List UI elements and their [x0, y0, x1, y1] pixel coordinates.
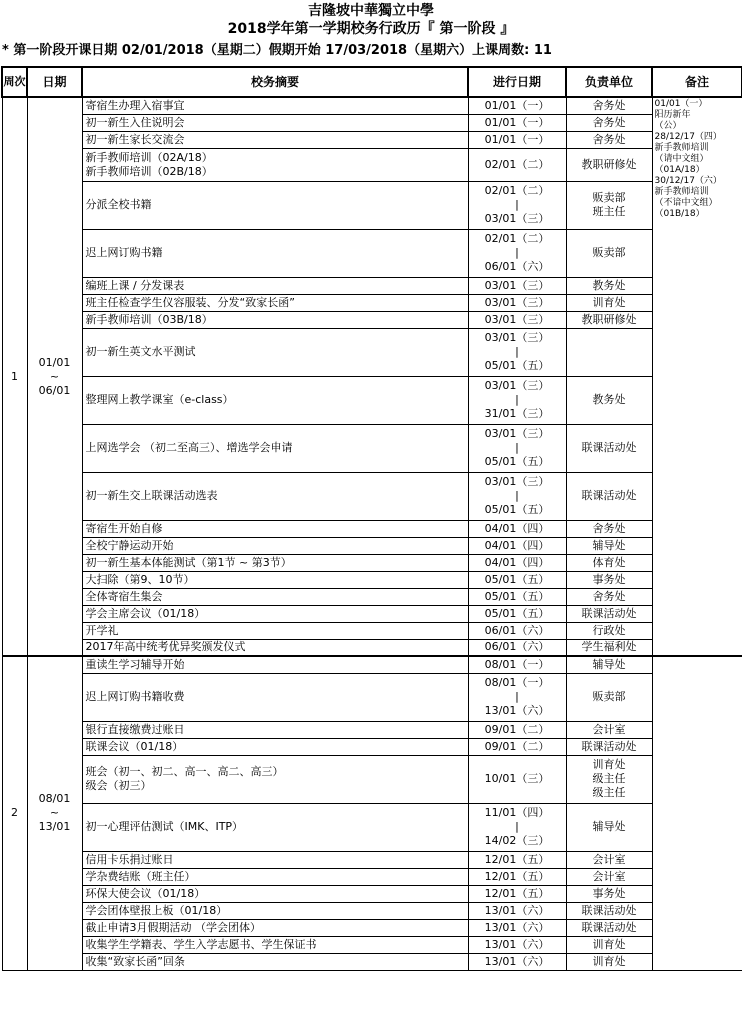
- department-line: 学生福利处: [581, 640, 637, 654]
- event-summary: [82, 114, 468, 131]
- department-line: 训育处: [592, 295, 626, 309]
- event-department: [566, 902, 652, 919]
- department-line: 事务处: [592, 886, 626, 900]
- table-row: [2, 885, 742, 902]
- table-row: [2, 902, 742, 919]
- event-run-date: [468, 953, 566, 970]
- date-line: 06/01: [38, 383, 71, 397]
- event-summary: [82, 520, 468, 537]
- event-run-date: [468, 148, 566, 181]
- department-line: 联课活动处: [581, 920, 637, 934]
- event-run-date: [468, 902, 566, 919]
- event-summary: [82, 738, 468, 755]
- event-summary: [82, 328, 468, 376]
- event-summary: [82, 639, 468, 656]
- run-date-line: 05/01（五）: [484, 589, 550, 603]
- table-row: [2, 294, 742, 311]
- col-header-remark: 备注: [652, 67, 742, 97]
- table-row: [2, 622, 742, 639]
- summary-line: 初一新生入住说明会: [85, 115, 185, 129]
- run-date-line: 05/01（五）: [484, 455, 550, 468]
- summary-line: 初一新生英文水平测试: [85, 345, 196, 358]
- event-summary: [82, 311, 468, 328]
- summary-line: 整理网上教学课室（e-class）: [85, 393, 234, 406]
- table-row: [2, 755, 742, 803]
- table-row: [2, 424, 742, 472]
- table-row: [2, 868, 742, 885]
- remark-line: （公）: [654, 121, 682, 131]
- run-date-line: 01/01（一）: [484, 115, 550, 129]
- run-date-line: 01/01（一）: [484, 98, 550, 112]
- event-summary: [82, 656, 468, 673]
- event-run-date: [468, 885, 566, 902]
- run-date-line: 11/01（四）: [484, 806, 550, 819]
- event-department: [566, 472, 652, 520]
- run-date-line: 08/01（一）: [484, 676, 550, 689]
- event-run-date: [468, 114, 566, 131]
- table-row: [2, 936, 742, 953]
- event-run-date: [468, 738, 566, 755]
- col-header-week: 周次: [2, 67, 27, 97]
- table-row: [2, 114, 742, 131]
- table-row: [2, 131, 742, 148]
- summary-line: 学杂费结账（班主任）: [85, 869, 196, 883]
- remark-line: 阳历新年: [654, 110, 691, 120]
- event-summary: [82, 803, 468, 851]
- table-row: [2, 721, 742, 738]
- summary-line: 初一心理评估测试（IMK、ITP）: [85, 820, 244, 833]
- department-line: 舍务处: [592, 521, 626, 535]
- table-row: [2, 639, 742, 656]
- event-run-date: [468, 328, 566, 376]
- week-date-range: [27, 97, 82, 656]
- table-row: [2, 376, 742, 424]
- event-run-date: [468, 803, 566, 851]
- run-date-line: 05/01（五）: [484, 606, 550, 620]
- week-number: 1: [2, 97, 27, 656]
- summary-line: 新手教师培训（02B/18）: [85, 164, 213, 178]
- event-summary: [82, 376, 468, 424]
- event-run-date: [468, 294, 566, 311]
- department-line: 体育处: [592, 555, 626, 569]
- remark-line: （不谙中文组）: [654, 198, 718, 208]
- event-run-date: [468, 376, 566, 424]
- event-department: [566, 868, 652, 885]
- department-line: 贩卖部: [592, 690, 626, 703]
- run-date-line: 06/01（六）: [484, 623, 550, 637]
- department-line: 会计室: [592, 852, 626, 866]
- run-date-line: 14/02（三）: [484, 834, 550, 847]
- table-row: [2, 311, 742, 328]
- event-department: [566, 229, 652, 277]
- event-department: [566, 738, 652, 755]
- event-department: [566, 755, 652, 803]
- event-summary: [82, 919, 468, 936]
- summary-line: 收集“致家长函”回条: [85, 954, 185, 968]
- table-row: [2, 148, 742, 181]
- event-department: [566, 131, 652, 148]
- department-line: 联课活动处: [581, 489, 637, 502]
- department-line: 舍务处: [592, 115, 626, 129]
- table-row: [2, 229, 742, 277]
- event-department: [566, 537, 652, 554]
- run-date-line: 03/01（三）: [484, 278, 550, 292]
- summary-line: 迟上网订购书籍: [85, 246, 163, 259]
- run-date-line: 03/01（三）: [484, 475, 550, 488]
- event-summary: [82, 277, 468, 294]
- event-run-date: [468, 131, 566, 148]
- col-header-summary: 校务摘要: [82, 67, 468, 97]
- event-department: [566, 294, 652, 311]
- summary-line: 银行直接缴费过账日: [85, 722, 185, 736]
- department-line: 辅导处: [592, 820, 626, 833]
- remark-line: 新手教师培训: [654, 187, 709, 197]
- department-line: 联课活动处: [581, 606, 637, 620]
- calendar-title: 2018学年第一学期校务行政历『 第一阶段 』: [227, 21, 515, 37]
- summary-line: 班主任检查学生仪容服装、分发“致家长函”: [85, 295, 295, 309]
- department-line: 教务处: [592, 278, 626, 292]
- event-summary: [82, 148, 468, 181]
- table-row: [2, 673, 742, 721]
- run-date-line: 08/01（一）: [484, 657, 550, 671]
- summary-line: 编班上课 / 分发课表: [85, 278, 185, 292]
- summary-line: 级会（初三）: [85, 779, 152, 792]
- term-info-line: * 第一阶段开课日期 02/01/2018（星期二）假期开始 17/03/2018（星期六）上课周数: 11: [2, 43, 552, 58]
- summary-line: 初一新生交上联课活动选表: [85, 489, 218, 502]
- event-summary: [82, 755, 468, 803]
- event-run-date: [468, 919, 566, 936]
- run-date-line: |: [515, 345, 519, 358]
- date-line: ~: [49, 369, 60, 383]
- run-date-line: |: [515, 198, 519, 211]
- event-run-date: [468, 622, 566, 639]
- run-date-line: 03/01（三）: [484, 312, 550, 326]
- event-run-date: [468, 229, 566, 277]
- event-department: [566, 936, 652, 953]
- event-run-date: [468, 936, 566, 953]
- run-date-line: 06/01（六）: [484, 640, 550, 654]
- department-line: 训育处: [592, 937, 626, 951]
- summary-line: 开学礼: [85, 623, 119, 637]
- event-department: [566, 97, 652, 114]
- event-department: [566, 424, 652, 472]
- summary-line: 截止申请3月假期活动 （学会团体）: [85, 920, 261, 934]
- run-date-line: 06/01（六）: [484, 260, 550, 273]
- event-run-date: [468, 181, 566, 229]
- remark-line: 新手教师培训: [654, 143, 709, 153]
- summary-line: 学会主席会议（01/18）: [85, 606, 206, 620]
- summary-line: 上网选学会 （初二至高三）、增选学会申请: [85, 441, 293, 454]
- run-date-line: 01/01（一）: [484, 132, 550, 146]
- table-row: [2, 472, 742, 520]
- event-summary: [82, 622, 468, 639]
- col-header-run-date: 进行日期: [468, 67, 566, 97]
- table-row: [2, 181, 742, 229]
- event-summary: [82, 229, 468, 277]
- table-row: [2, 571, 742, 588]
- event-summary: [82, 885, 468, 902]
- event-summary: [82, 851, 468, 868]
- department-line: 级主任: [592, 786, 626, 799]
- summary-line: 全体寄宿生集会: [85, 589, 163, 603]
- event-run-date: [468, 97, 566, 114]
- event-run-date: [468, 277, 566, 294]
- summary-line: 信用卡乐捐过账日: [85, 852, 174, 866]
- event-run-date: [468, 868, 566, 885]
- week-remark: [652, 656, 742, 970]
- run-date-line: 03/01（三）: [484, 331, 550, 344]
- summary-line: 环保大使会议（01/18）: [85, 886, 206, 900]
- week-date-range: [27, 656, 82, 970]
- event-summary: [82, 721, 468, 738]
- table-body: [2, 97, 742, 970]
- table-row: [2, 537, 742, 554]
- run-date-line: 02/01（二）: [484, 232, 550, 245]
- school-calendar-table: [1, 66, 742, 971]
- table-row: [2, 851, 742, 868]
- department-line: 辅导处: [592, 538, 626, 552]
- department-line: 联课活动处: [581, 739, 637, 753]
- col-header-department: 负责单位: [566, 67, 652, 97]
- event-run-date: [468, 656, 566, 673]
- event-department: [566, 851, 652, 868]
- table-row: [2, 328, 742, 376]
- department-line: 舍务处: [592, 132, 626, 146]
- run-date-line: |: [515, 441, 519, 454]
- event-run-date: [468, 424, 566, 472]
- event-summary: [82, 97, 468, 114]
- event-summary: [82, 181, 468, 229]
- run-date-line: 13/01（六）: [484, 954, 550, 968]
- event-summary: [82, 902, 468, 919]
- date-line: 01/01: [38, 355, 71, 369]
- event-run-date: [468, 472, 566, 520]
- event-run-date: [468, 588, 566, 605]
- date-line: 08/01: [38, 792, 71, 806]
- run-date-line: 03/01（三）: [484, 295, 550, 309]
- department-line: 辅导处: [592, 657, 626, 671]
- department-line: 训育处: [592, 758, 626, 771]
- school-name: 吉隆坡中華獨立中學: [308, 3, 434, 19]
- event-run-date: [468, 721, 566, 738]
- department-line: 训育处: [592, 954, 626, 968]
- run-date-line: 09/01（二）: [484, 722, 550, 736]
- event-department: [566, 656, 652, 673]
- date-line: 13/01: [38, 820, 71, 834]
- run-date-line: 13/01（六）: [484, 920, 550, 934]
- event-summary: [82, 953, 468, 970]
- department-line: 贩卖部: [592, 191, 626, 204]
- summary-line: 初一新生基本体能测试（第1节 ~ 第3节）: [85, 555, 292, 569]
- event-department: [566, 114, 652, 131]
- event-summary: [82, 131, 468, 148]
- remark-line: （01A/18）: [654, 165, 705, 175]
- table-row: [2, 97, 742, 114]
- event-department: [566, 520, 652, 537]
- summary-line: 寄宿生开始自修: [85, 521, 163, 535]
- event-run-date: [468, 537, 566, 554]
- run-date-line: 05/01（五）: [484, 359, 550, 372]
- table-header-row: [2, 67, 742, 97]
- event-run-date: [468, 851, 566, 868]
- table-row: [2, 554, 742, 571]
- department-line: 事务处: [592, 572, 626, 586]
- week-number: 2: [2, 656, 27, 970]
- week-remark: [652, 97, 742, 656]
- event-summary: [82, 588, 468, 605]
- event-department: [566, 639, 652, 656]
- run-date-line: 04/01（四）: [484, 538, 550, 552]
- run-date-line: |: [515, 690, 519, 703]
- summary-line: 分派全校书籍: [85, 198, 152, 211]
- summary-line: 学会团体壁报上板（01/18）: [85, 903, 228, 917]
- summary-line: 新手教师培训（03B/18）: [85, 312, 213, 326]
- table-row: [2, 656, 742, 673]
- event-run-date: [468, 673, 566, 721]
- table-row: [2, 803, 742, 851]
- event-summary: [82, 868, 468, 885]
- run-date-line: 03/01（三）: [484, 212, 550, 225]
- event-summary: [82, 673, 468, 721]
- event-department: [566, 571, 652, 588]
- department-line: 班主任: [592, 205, 626, 218]
- remark-line: 28/12/17（四）: [654, 132, 722, 142]
- event-department: [566, 953, 652, 970]
- event-department: [566, 554, 652, 571]
- department-line: 舍务处: [592, 98, 626, 112]
- run-date-line: 10/01（三）: [484, 772, 550, 785]
- summary-line: 重读生学习辅导开始: [85, 657, 185, 671]
- department-line: 教职研修处: [581, 312, 637, 326]
- event-summary: [82, 571, 468, 588]
- event-run-date: [468, 520, 566, 537]
- event-run-date: [468, 605, 566, 622]
- event-run-date: [468, 311, 566, 328]
- department-line: 级主任: [592, 772, 626, 785]
- event-summary: [82, 605, 468, 622]
- event-department: [566, 673, 652, 721]
- event-department: [566, 181, 652, 229]
- summary-line: 迟上网订购书籍收费: [85, 690, 185, 703]
- department-line: 教职研修处: [581, 157, 637, 171]
- run-date-line: |: [515, 393, 519, 406]
- run-date-line: 13/01（六）: [484, 704, 550, 717]
- event-department: [566, 588, 652, 605]
- event-department: [566, 277, 652, 294]
- department-line: 联课活动处: [581, 903, 637, 917]
- remark-line: （01B/18）: [654, 209, 705, 219]
- run-date-line: 02/01（二）: [484, 184, 550, 197]
- run-date-line: 04/01（四）: [484, 555, 550, 569]
- department-line: 行政处: [592, 623, 626, 637]
- summary-line: 新手教师培训（02A/18）: [85, 150, 213, 164]
- event-summary: [82, 537, 468, 554]
- remark-line: 30/12/17（六）: [654, 176, 722, 186]
- summary-line: 2017年高中统考优异奖颁发仪式: [85, 640, 246, 654]
- event-department: [566, 622, 652, 639]
- run-date-line: 12/01（五）: [484, 869, 550, 883]
- run-date-line: |: [515, 820, 519, 833]
- table-row: [2, 953, 742, 970]
- event-department: [566, 803, 652, 851]
- department-line: 会计室: [592, 722, 626, 736]
- col-header-date: 日期: [27, 67, 82, 97]
- event-run-date: [468, 571, 566, 588]
- event-department: [566, 919, 652, 936]
- summary-line: 班会（初一、初二、高一、高二、高三）: [85, 765, 284, 778]
- summary-line: 全校宁静运动开始: [85, 538, 174, 552]
- table-row: [2, 605, 742, 622]
- remark-line: （请中文组）: [654, 154, 709, 164]
- department-line: 贩卖部: [592, 246, 626, 259]
- table-row: [2, 520, 742, 537]
- summary-line: 收集学生学籍表、学生入学志愿书、学生保证书: [85, 937, 317, 951]
- run-date-line: 03/01（三）: [484, 379, 550, 392]
- department-line: 联课活动处: [581, 441, 637, 454]
- summary-line: 寄宿生办理入宿事宜: [85, 98, 185, 112]
- event-department: [566, 721, 652, 738]
- remark-line: 01/01（一）: [654, 99, 708, 109]
- event-department: [566, 148, 652, 181]
- summary-line: 联课会议（01/18）: [85, 739, 184, 753]
- event-run-date: [468, 639, 566, 656]
- event-department: [566, 605, 652, 622]
- run-date-line: 05/01（五）: [484, 503, 550, 516]
- table-row: [2, 277, 742, 294]
- run-date-line: 31/01（三）: [484, 407, 550, 420]
- run-date-line: 12/01（五）: [484, 852, 550, 866]
- table-row: [2, 588, 742, 605]
- event-summary: [82, 424, 468, 472]
- table-row: [2, 738, 742, 755]
- event-summary: [82, 294, 468, 311]
- run-date-line: 05/01（五）: [484, 572, 550, 586]
- run-date-line: 02/01（二）: [484, 157, 550, 171]
- event-summary: [82, 472, 468, 520]
- event-department: [566, 311, 652, 328]
- run-date-line: 13/01（六）: [484, 903, 550, 917]
- table-row: [2, 919, 742, 936]
- event-run-date: [468, 554, 566, 571]
- run-date-line: 12/01（五）: [484, 886, 550, 900]
- run-date-line: 13/01（六）: [484, 937, 550, 951]
- summary-line: 初一新生家长交流会: [85, 132, 185, 146]
- date-line: ~: [49, 806, 60, 820]
- event-summary: [82, 936, 468, 953]
- run-date-line: 09/01（二）: [484, 739, 550, 753]
- run-date-line: 03/01（三）: [484, 427, 550, 440]
- run-date-line: |: [515, 246, 519, 259]
- event-department: [566, 376, 652, 424]
- department-line: 会计室: [592, 869, 626, 883]
- event-department: [566, 328, 652, 376]
- event-run-date: [468, 755, 566, 803]
- department-line: 舍务处: [592, 589, 626, 603]
- summary-line: 大扫除（第9、10节）: [85, 572, 195, 586]
- run-date-line: |: [515, 489, 519, 502]
- department-line: 教务处: [592, 393, 626, 406]
- run-date-line: 04/01（四）: [484, 521, 550, 535]
- event-summary: [82, 554, 468, 571]
- event-department: [566, 885, 652, 902]
